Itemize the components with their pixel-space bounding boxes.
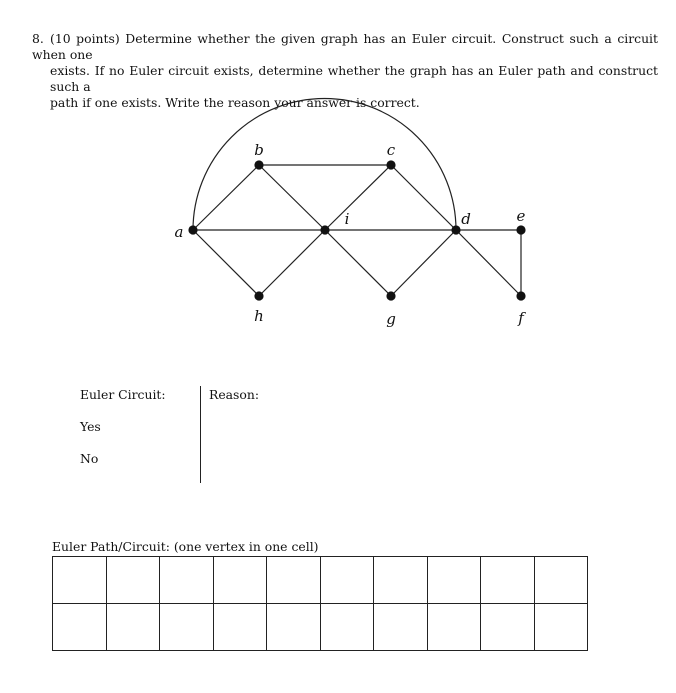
path-cell[interactable] [53, 604, 107, 651]
path-cell[interactable] [267, 604, 321, 651]
problem-line-2: exists. If no Euler circuit exists, determine whether the graph has an Euler path and construct such a [50, 63, 658, 94]
path-cell[interactable] [106, 557, 160, 604]
vertex-e [516, 225, 525, 234]
path-cell[interactable] [160, 557, 214, 604]
path-cell[interactable] [374, 557, 428, 604]
euler-circuit-label: Euler Circuit: [80, 387, 166, 402]
path-cell[interactable] [481, 557, 535, 604]
path-cell[interactable] [427, 604, 481, 651]
vertex-label-f: f [518, 309, 524, 327]
path-cell[interactable] [320, 557, 374, 604]
problem-text-1: (10 points) Determine whether the given graph has an Euler circuit. Construct such a circuit when one [32, 31, 658, 62]
path-cell[interactable] [267, 557, 321, 604]
euler-path-label: Euler Path/Circuit: (one vertex in one cell) [52, 539, 319, 554]
reason-label: Reason: [209, 387, 260, 402]
edge-a-b [193, 165, 259, 230]
vertex-a [188, 225, 197, 234]
problem-number: 8. [32, 31, 44, 46]
vertex-b [254, 160, 263, 169]
answer-divider [200, 386, 201, 483]
path-cell[interactable] [106, 604, 160, 651]
path-cell[interactable] [534, 604, 588, 651]
graph-vertex-labels [175, 141, 527, 328]
edge-a-d [193, 99, 456, 231]
path-cell[interactable] [481, 604, 535, 651]
no-option[interactable]: No [80, 451, 99, 466]
edge-c-d [391, 165, 456, 230]
problem-line-3: path if one exists. Write the reason your answer is correct. [50, 95, 420, 110]
path-cell[interactable] [320, 604, 374, 651]
cell-row [53, 557, 588, 604]
vertex-label-g: g [386, 310, 396, 328]
euler-path-cells [52, 556, 588, 651]
vertex-label-h: h [254, 307, 264, 325]
yes-option[interactable]: Yes [80, 419, 101, 434]
vertex-g [386, 291, 395, 300]
path-cell[interactable] [534, 557, 588, 604]
vertex-label-a: a [174, 223, 184, 241]
path-cell[interactable] [374, 604, 428, 651]
vertex-i [320, 225, 329, 234]
path-cell[interactable] [213, 557, 267, 604]
vertex-f [516, 291, 525, 300]
path-cell[interactable] [213, 604, 267, 651]
vertex-h [254, 291, 263, 300]
path-cell[interactable] [160, 604, 214, 651]
cell-row [53, 604, 588, 651]
edge-d-f [456, 230, 521, 296]
edge-g-d [391, 230, 456, 296]
edge-b-i [259, 165, 325, 230]
edge-i-h [259, 230, 325, 296]
vertex-d [451, 225, 460, 234]
vertex-label-e: e [516, 207, 526, 225]
vertex-label-c: c [386, 141, 396, 159]
vertex-c [386, 160, 395, 169]
vertex-label-i: i [344, 210, 350, 228]
graph-edges [193, 99, 521, 297]
path-cell[interactable] [53, 557, 107, 604]
path-cell[interactable] [427, 557, 481, 604]
edge-a-h [193, 230, 259, 296]
edge-c-i [325, 165, 391, 230]
vertex-label-b: b [254, 141, 264, 159]
edge-i-g [325, 230, 391, 296]
vertex-label-d: d [461, 210, 471, 228]
